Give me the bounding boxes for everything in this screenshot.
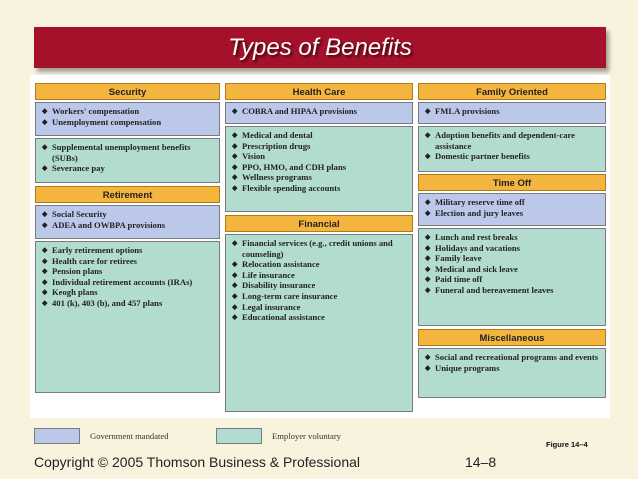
benefit-item: ◆ Health care for retirees [42, 256, 213, 267]
legend-employer [216, 428, 341, 444]
benefit-item: ◆ Disability insurance [232, 280, 406, 291]
benefit-item: ◆ Supplemental unemployment benefits (SUBs) [42, 142, 213, 163]
legend-label: Employer voluntary [272, 431, 341, 441]
benefit-item: ◆ Educational assistance [232, 312, 406, 323]
benefit-item: ◆ Vision [232, 151, 406, 162]
page-title: Types of Benefits [228, 33, 412, 61]
column-2 [225, 83, 413, 414]
benefit-item: ◆ Financial services (e.g., credit unions and counseling) [232, 238, 406, 259]
employer-box [35, 241, 220, 393]
benefit-item: ◆ Workers' compensation [42, 106, 213, 117]
benefit-item: ◆ Wellness programs [232, 172, 406, 183]
legend-swatch [216, 428, 262, 444]
slide-number: 14–8 [465, 454, 497, 470]
section-header: Miscellaneous [418, 329, 606, 346]
government-box [225, 102, 413, 124]
benefit-item: ◆ Social Security [42, 209, 213, 220]
benefit-item: ◆ Pension plans [42, 266, 213, 277]
benefit-item: ◆ Lunch and rest breaks [425, 232, 599, 243]
benefit-item: ◆ Paid time off [425, 274, 599, 285]
benefit-item: ◆ Severance pay [42, 163, 213, 174]
section-header: Health Care [225, 83, 413, 100]
benefit-item: ◆ Family leave [425, 253, 599, 264]
legend-label: Government mandated [90, 431, 169, 441]
title-banner [34, 27, 606, 68]
benefit-item: ◆ Unique programs [425, 363, 599, 374]
government-box [35, 205, 220, 239]
benefit-item: ◆ PPO, HMO, and CDH plans [232, 162, 406, 173]
benefit-item: ◆ Military reserve time off [425, 197, 599, 208]
employer-box [418, 228, 606, 326]
benefit-item: ◆ COBRA and HIPAA provisions [232, 106, 406, 117]
benefits-figure [30, 75, 610, 418]
benefit-item: ◆ Long-term care insurance [232, 291, 406, 302]
government-box [35, 102, 220, 136]
benefit-item: ◆ Legal insurance [232, 302, 406, 313]
government-box [418, 102, 606, 124]
benefit-item: ◆ Individual retirement accounts (IRAs) [42, 277, 213, 288]
benefit-item: ◆ Domestic partner benefits [425, 151, 599, 162]
benefit-item: ◆ Election and jury leaves [425, 208, 599, 219]
employer-box [35, 138, 220, 183]
benefit-item: ◆ Medical and dental [232, 130, 406, 141]
employer-box [225, 234, 413, 412]
benefit-item: ◆ Flexible spending accounts [232, 183, 406, 194]
benefit-item: ◆ Relocation assistance [232, 259, 406, 270]
section-header: Security [35, 83, 220, 100]
benefit-item: ◆ Keogh plans [42, 287, 213, 298]
benefit-item: ◆ Unemployment compensation [42, 117, 213, 128]
benefit-item: ◆ Early retirement options [42, 245, 213, 256]
benefit-item: ◆ ADEA and OWBPA provisions [42, 220, 213, 231]
figure-label: Figure 14–4 [546, 440, 588, 449]
benefit-item: ◆ Life insurance [232, 270, 406, 281]
benefit-item: ◆ FMLA provisions [425, 106, 599, 117]
employer-box [418, 348, 606, 398]
benefit-item: ◆ Prescription drugs [232, 141, 406, 152]
benefit-item: ◆ Adoption benefits and dependent-care assistance [425, 130, 599, 151]
benefit-item: ◆ 401 (k), 403 (b), and 457 plans [42, 298, 213, 309]
section-header: Retirement [35, 186, 220, 203]
benefit-item: ◆ Medical and sick leave [425, 264, 599, 275]
column-3 [418, 83, 606, 400]
section-header: Financial [225, 215, 413, 232]
benefit-item: ◆ Funeral and bereavement leaves [425, 285, 599, 296]
copyright-text: Copyright © 2005 Thomson Business & Professional [34, 454, 361, 470]
employer-box [418, 126, 606, 172]
section-header: Time Off [418, 174, 606, 191]
section-header: Family Oriented [418, 83, 606, 100]
government-box [418, 193, 606, 226]
column-1 [35, 83, 220, 395]
employer-box [225, 126, 413, 212]
legend-government [34, 428, 169, 444]
legend-swatch [34, 428, 80, 444]
benefit-item: ◆ Social and recreational programs and events [425, 352, 599, 363]
benefit-item: ◆ Holidays and vacations [425, 243, 599, 254]
